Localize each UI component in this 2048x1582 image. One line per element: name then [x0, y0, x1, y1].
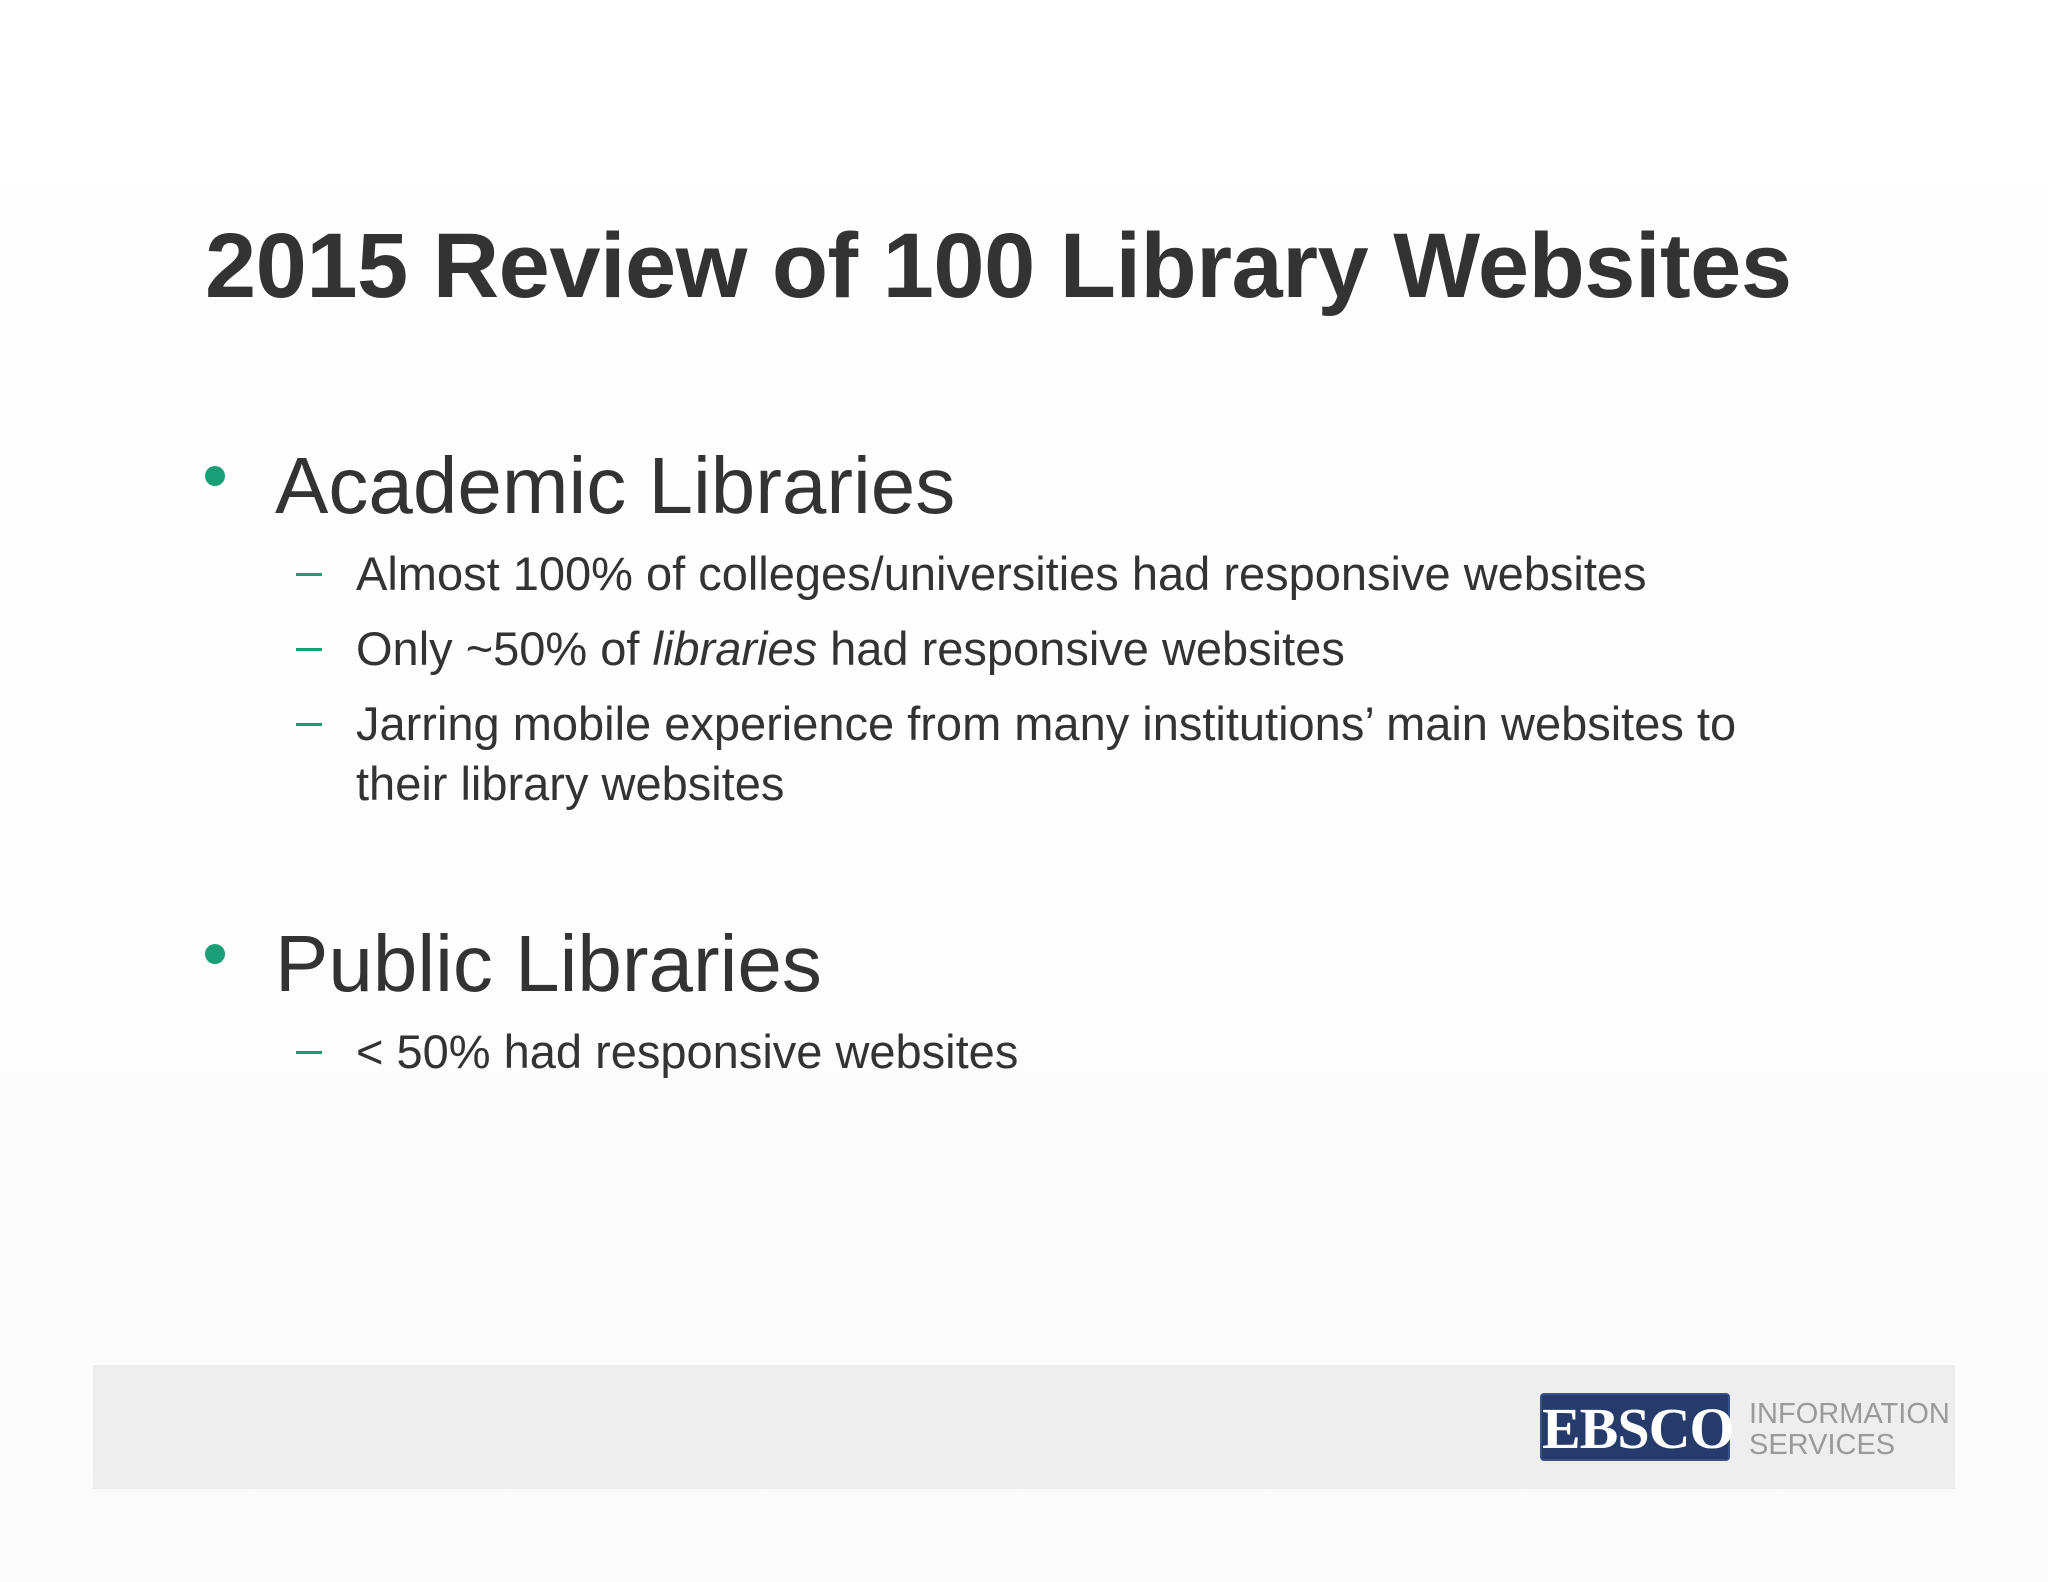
dash-icon: [296, 648, 322, 651]
list-item-text: < 50% had responsive websites: [356, 1025, 1019, 1078]
section-heading-label: Public Libraries: [275, 919, 822, 1008]
bullet-dot-icon: [205, 944, 225, 964]
list-item-text: Almost 100% of colleges/universities had responsive websites: [356, 547, 1647, 600]
slide-title: 2015 Review of 100 Library Websites: [205, 215, 1792, 317]
list-item-text: [356, 619, 1345, 679]
list-item-line-1: Jarring mobile experience from many institutions’ main websites to: [356, 697, 1737, 750]
list-item-text-pre: Only ~50% of: [356, 622, 653, 675]
dash-icon: [296, 1051, 322, 1054]
ebsco-logo: [1540, 1393, 1734, 1461]
list-item-text: [356, 694, 1736, 814]
ebsco-logo-text: EBSCO: [1542, 1396, 1734, 1461]
bullet-dot-icon: [205, 466, 225, 486]
section-heading-label: Academic Libraries: [275, 441, 956, 530]
logo-subtitle-line-1: INFORMATION: [1749, 1398, 1950, 1430]
list-item-text-post: had responsive websites: [817, 622, 1345, 675]
logo-subtitle-line-2: SERVICES: [1749, 1429, 1896, 1461]
dash-icon: [296, 573, 322, 576]
list-item-text-emphasis: libraries: [652, 622, 818, 675]
list-item-line-2: their library websites: [356, 757, 785, 810]
dash-icon: [296, 723, 322, 726]
